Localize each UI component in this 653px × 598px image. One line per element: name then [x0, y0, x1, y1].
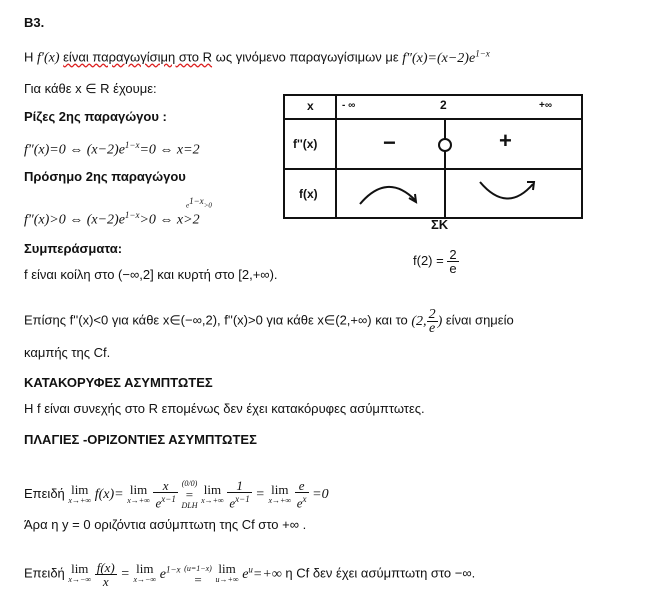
dlh-label: DLH	[181, 501, 198, 510]
oblique-asymptotes-title: ΠΛΑΓΙΕΣ -ΟΡΙΖΟΝΤΙΕΣ ΑΣΥΜΠΤΩΤΕΣ	[24, 432, 257, 447]
intro-formula: $f''(x)=(x-2)e^{1-x}$	[402, 48, 490, 66]
for-each-line: Για κάθε x ∈ R έχουμε:	[24, 81, 157, 96]
lim2-text: η Cf δεν έχει ασύμπτωτη στο −∞.	[285, 565, 476, 581]
conclusion-2	[24, 308, 514, 335]
intro-line	[24, 44, 490, 68]
sign-note: $e^{1-x}>0$	[186, 196, 212, 210]
f2-denominator: e	[449, 261, 457, 276]
roots-title: Ρίζες 2ης παραγώγου :	[24, 109, 167, 124]
table-pos-inf: +∞	[539, 100, 552, 111]
table-two: 2	[440, 98, 447, 112]
vertical-asymptotes-title: ΚΑΤΑΚΟΡΥΦΕΣ ΑΣΥΜΠΤΩΤΕΣ	[24, 375, 213, 390]
table-minus: −	[383, 130, 396, 155]
intro-as: ως γινόμενο παραγωγίσιμων με	[215, 49, 399, 65]
limit-line-2: Επειδή lim x→−∞ $\frac{f(x)}{x}$ = lim x→−∞ $e^{1-x}$ (u=1−x) = lim u→+∞ $e^u=+\infty$ η Cf δεν έχει ασύμπτωτη στο −∞.	[24, 559, 476, 589]
roots-equation: f″(x)=0 ⇔ $(x-2)e^{1-x}=0$ ⇔ x=2	[24, 140, 200, 158]
lim2-sub: x→−∞	[68, 575, 92, 585]
inflection-label: ΣΚ	[431, 217, 449, 232]
conclusion-2-text: Επίσης f''(x)<0 για κάθε x∈(−∞,2), f''(x)>0 για κάθε x∈(2,+∞) και το	[24, 312, 408, 328]
substitution: (u=1−x)	[184, 564, 212, 574]
lim2-sub-u: u→+∞	[215, 575, 239, 585]
limit-line-1: Επειδή lim x→+∞ f(x)= lim x→+∞ $\frac{x}{e^{x-1}}$ (0/0) = DLH lim x→+∞ $\frac{1}{e^{x-1}}$ = lim x→+∞ $\frac{e}{e^x}$ =0	[24, 478, 329, 511]
concave-arrow-icon	[355, 178, 425, 208]
conclusions-title: Συμπεράσματα:	[24, 241, 123, 256]
vertical-asymptotes-text: Η f είναι συνεχής στο R επομένως δεν έχει κατακόρυφες ασύμπτωτες.	[24, 401, 425, 416]
table-plus: +	[499, 128, 512, 153]
conclusion-2-end: είναι σημείο	[445, 312, 514, 328]
table-neg-inf: - ∞	[342, 100, 356, 111]
section-heading: Β3.	[24, 15, 45, 30]
conclusion-1: f είναι κοίλη στο (−∞,2] και κυρτή στο [2,+∞).	[24, 267, 278, 282]
convex-arrow-icon	[475, 176, 545, 206]
since-word: Επειδή	[24, 485, 65, 501]
f-symbol: f′(x)	[37, 50, 60, 66]
f2-numerator: 2	[449, 247, 457, 262]
sign-table	[283, 94, 583, 219]
horizontal-conclusion: Άρα η y = 0 οριζόντια ασύμπτωτη της Cf στο +∞ .	[24, 517, 307, 532]
f2-label: f(2) =	[413, 252, 444, 268]
table-fx-label: f(x)	[299, 187, 318, 201]
conclusion-3: καμπής της Cf.	[24, 345, 111, 360]
sign-equation: f″(x)>0 ⇔ $(x-2)e^{1-x}>0$ ⇔ x>2	[24, 210, 200, 228]
indeterminate: (0/0)	[181, 479, 198, 488]
intro-claim: είναι παραγωγίσιμη στο R	[63, 49, 213, 65]
zero-marker-icon	[438, 138, 452, 152]
inflection-point: (2, $\frac{2}{e}$ )	[411, 307, 443, 336]
table-fpp-label: f''(x)	[293, 137, 318, 151]
since-word-2: Επειδή	[24, 565, 65, 581]
intro-eta: Η	[24, 49, 34, 65]
sign-title: Πρόσημο 2ης παραγώγου	[24, 169, 186, 184]
f2-value	[413, 248, 459, 275]
table-x-label: x	[307, 99, 314, 113]
